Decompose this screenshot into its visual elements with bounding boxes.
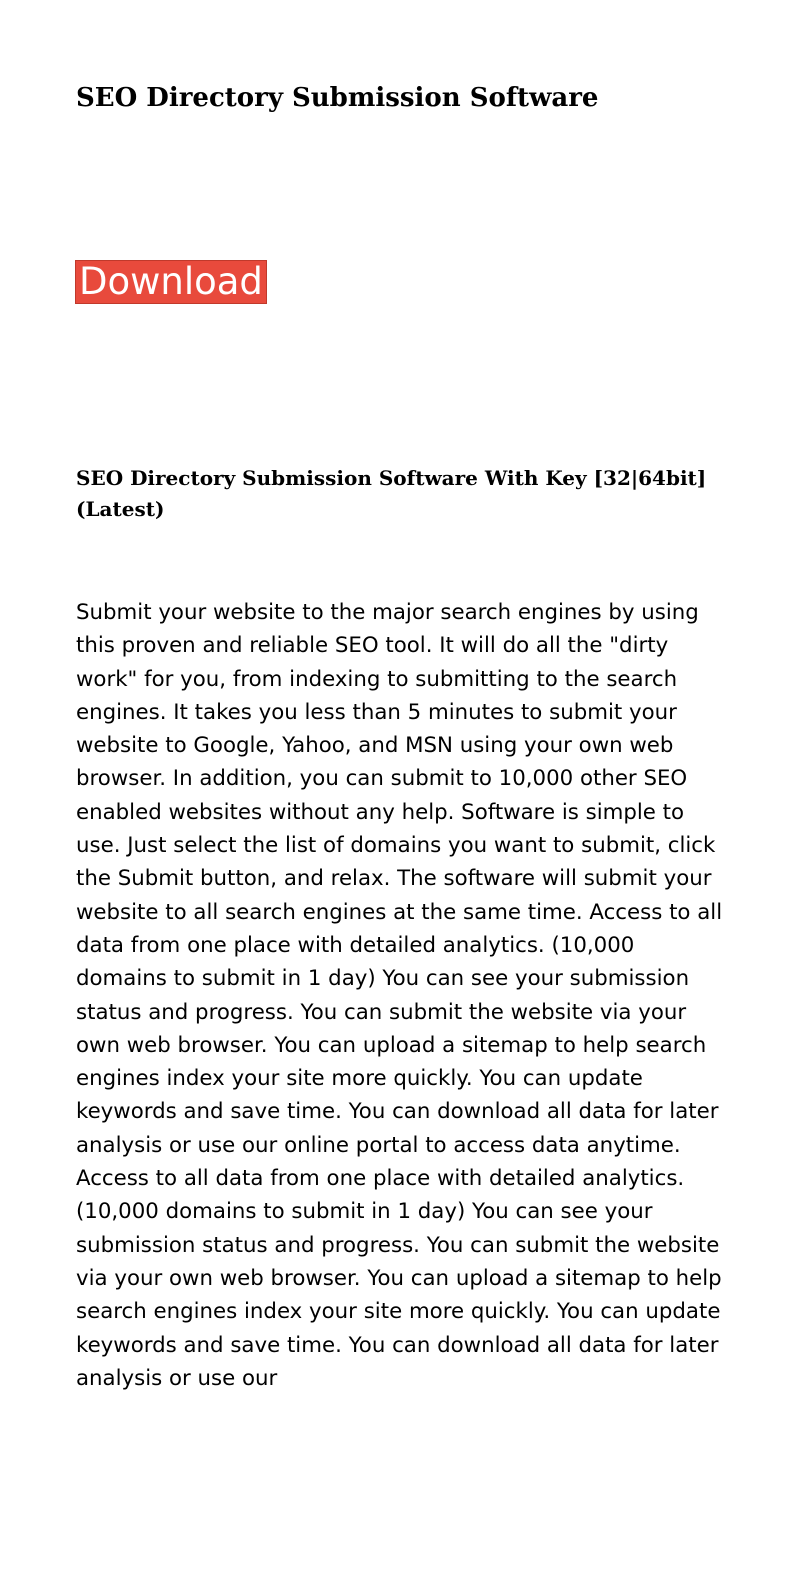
download-button[interactable]: Download xyxy=(75,260,267,304)
body-paragraph: Submit your website to the major search engines by using this proven and reliable SEO tool. It will do all the "dirty work" for you, from indexing to submitting to the search engines. It takes you less than 5 minutes to submit your website to Google, Yahoo, and MSN using your own web browser. In addition, you can submit to 10,000 other SEO enabled websites without any help. Software is simple to use. Just select the list of domains you want to submit, click the Submit button, and relax. The software will submit your website to all search engines at the same time. Access to all data from one place with detailed analytics. (10,000 domains to submit in 1 day) You can see your submission status and progress. You can submit the website via your own web browser. You can upload a sitemap to help search engines index your site more quickly. You can update keywords and save time. You can download all data for later analysis or use our online portal to access data anytime. Access to all data from one place with detailed analytics. (10,000 domains to submit in 1 day) You can see your submission status and progress. You can submit the website via your own web browser. You can upload a sitemap to help search engines index your site more quickly. You can update keywords and save time. You can download all data for later analysis or use our xyxy=(76,600,723,1391)
page-title: SEO Directory Submission Software xyxy=(76,83,599,113)
section-heading: SEO Directory Submission Software With Key [32|64bit] (Latest) xyxy=(76,466,707,521)
